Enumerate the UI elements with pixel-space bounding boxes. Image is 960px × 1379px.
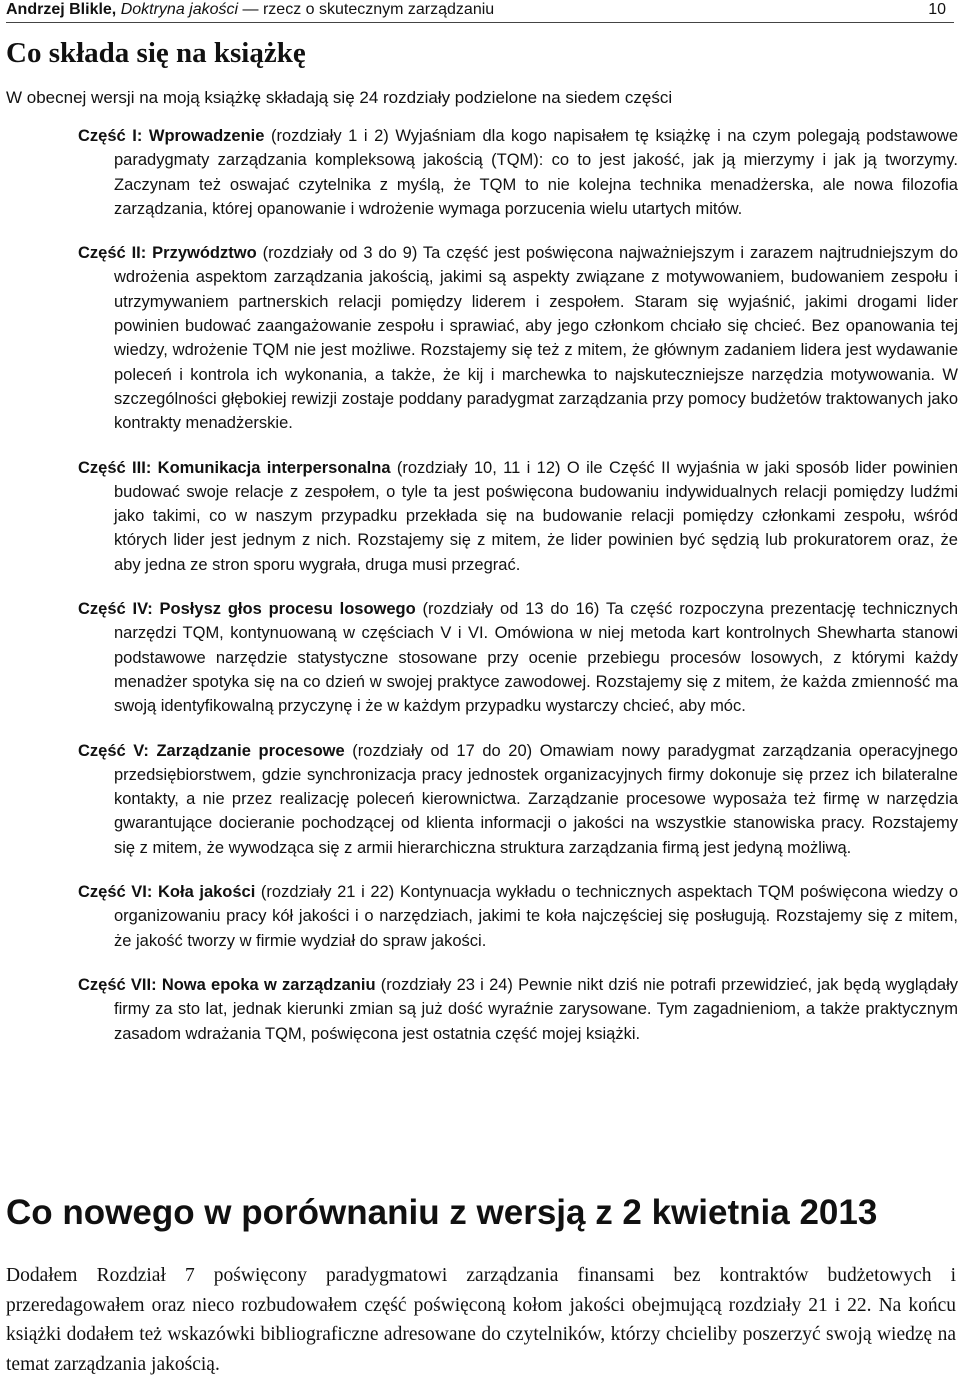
header-book-title: Doktryna jakości <box>120 1 239 18</box>
part-1-label: Część I: Wprowadzenie <box>78 127 265 145</box>
part-7-paragraph <box>78 973 958 1046</box>
part-3-text: (rozdziały 10, 11 i 12) O ile Część II wyjaśnia w jaki sposób lider powinien budować swoje relacje z zespołem, o tyle ta jest poświęcona budowaniu indywidualnych relacji pomiędzy ludźmi jako takimi, co w naszym przypadku przekłada się na budowanie relacji pomiędzy członkami zespołu, wśród których lider jest jednym z nich. Rozstajemy się z mitem, że lider powinien być sędzią lub prokuratorem oraz, że aby jedna ze stron sporu wygrała, druga musi przegrać. <box>114 458 958 574</box>
changes-section-title: Co nowego w porównaniu z wersją z 2 kwietnia 2013 <box>6 1193 878 1232</box>
part-3-label: Część III: Komunikacja interpersonalna <box>78 458 391 477</box>
part-5-text: (rozdziały od 17 do 20) Omawiam nowy paradygmat zarządzania operacyjnego przedsiębiorstwem, gdzie synchronizacja pracy jednostek organizacyjnych firmy dokonuje się przez ich bilateralne kontakty, a nie przez realizację poleceń kierownictwa. Zarządzanie procesowe wyposaża też firmę w narzędzia gwarantujące docieranie pochodzącej od klienta informacji o jakości na wszystkie stanowiska pracy. Rozstajemy się z mitem, że wywodząca się z armii hierarchiczna struktura zarządzania firmą jest jedyną możliwą. <box>114 741 958 857</box>
part-4-text: (rozdziały od 13 do 16) Ta część rozpoczyna prezentację technicznych narzędzi TQM, kontynuowaną w częściach V i VI. Omówiona w niej metoda kart kontrolnych Shewharta stanowi podstawowe narzędzie statystyczne stosowane przy ocenie przebiegu procesów losowych, z którymi każdy menadżer spotyka się na co dzień w swojej praktyce zawodowej. Rozstajemy się z mitem, że każda zmienność ma swoją identyfikowalną przyczynę i że w każdym przypadku wystarczy chcieć, aby móc. <box>114 600 958 716</box>
section-title: Co składa się na książkę <box>6 37 306 69</box>
part-5-label: Część V: Zarządzanie procesowe <box>78 741 345 760</box>
part-2-text: (rozdziały od 3 do 9) Ta część jest poświęcona najważniejszym i zarazem najtrudniejszym do wdrożenia aspektom zarządzania jakością, jakimi są aspekty związane z motywowaniem, budowaniem zespołu i utrzymywaniem partnerskich relacji pomiędzy liderem i zespołem. Staram się wyjaśnić, jakimi drogami lider powinien budować zaangażowanie zespołu i sprawiać, aby jego członkom chciało się chcieć. Bez opanowania tej wiedzy, wdrożenie TQM nie jest możliwe. Rozstajemy się też z mitem, że głównym zadaniem lidera jest wydawanie poleceń i kontrola ich wykonania, a także, że kij i marchewka to najskuteczniejsze narzędzia motywowania. W szczególności głębokiej rewizji zostaje poddany paradygmat zarządzania przy pomocy budżetów traktowanych jako kontrakty menadżerskie. <box>114 244 959 433</box>
header-author: Andrzej Blikle, <box>6 1 117 18</box>
part-1-paragraph <box>78 124 958 221</box>
part-6-paragraph <box>78 880 958 953</box>
part-4-label: Część IV: Posłysz głos procesu losowego <box>78 600 416 619</box>
page-number: 10 <box>928 1 946 18</box>
part-7-text: (rozdziały 23 i 24) Pewnie nikt dziś nie potrafi przewidzieć, jak będą wyglądały firmy za sto lat, jednak kierunki zmian są już dość wyraźnie zarysowane. Tym zagadnieniom, a także praktycznym zasadom wdrażania TQM, poświęcona jest ostatnia część mojej książki. <box>114 975 958 1043</box>
intro-paragraph: W obecnej wersji na moją książkę składają się 24 rozdziały podzielone na siedem części <box>6 88 673 107</box>
part-3-paragraph <box>78 456 958 577</box>
changes-paragraph: Dodałem Rozdział 7 poświęcony paradygmatowi zarządzania finansami bez kontraktów budżetowych i przeredagowałem oraz nieco rozbudowałem część poświęconą kołom jakości obejmującą rozdziały 21 i 22. Na końcu książki dodałem też wskazówki bibliograficzne adresowane do czytelników, którzy chcieliby poszerzyć swoją wiedzę na temat zarządzania jakością. <box>6 1265 956 1375</box>
running-header <box>6 0 954 23</box>
part-6-text: (rozdziały 21 i 22) Kontynuacja wykładu o technicznych aspektach TQM poświęcona wiedzy o organizowaniu pracy kół jakości i o narzędziach, jakimi te koła najczęściej się posługują. Rozstajemy się z mitem, że jakość tworzy w firmie wydział do spraw jakości. <box>114 883 958 950</box>
part-5-paragraph <box>78 739 958 860</box>
part-6-label: Część VI: Koła jakości <box>78 883 256 902</box>
parts-list <box>78 124 958 1066</box>
part-2-label: Część II: Przywództwo <box>78 244 257 263</box>
header-left <box>6 0 494 20</box>
part-7-label: Część VII: Nowa epoka w zarządzaniu <box>78 975 376 994</box>
header-book-subtitle: — rzecz o skutecznym zarządzaniu <box>238 1 495 18</box>
part-2-paragraph <box>78 241 958 435</box>
part-1-text: (rozdziały 1 i 2) Wyjaśniam dla kogo napisałem tę książkę i na czym polegają podstawowe paradygmaty zarządzania kompleksową jakością (TQM): co to jest jakość, jak ją mierzymy i jak ją tworzymy. Zaczynam też oswajać czytelnika z myślą, że TQM to nie kolejna technika menadżerska, ale nowa filozofia zarządzania, której opanowanie i wdrożenie wymaga porzucenia wielu utartych mitów. <box>114 127 959 218</box>
part-4-paragraph <box>78 597 958 718</box>
